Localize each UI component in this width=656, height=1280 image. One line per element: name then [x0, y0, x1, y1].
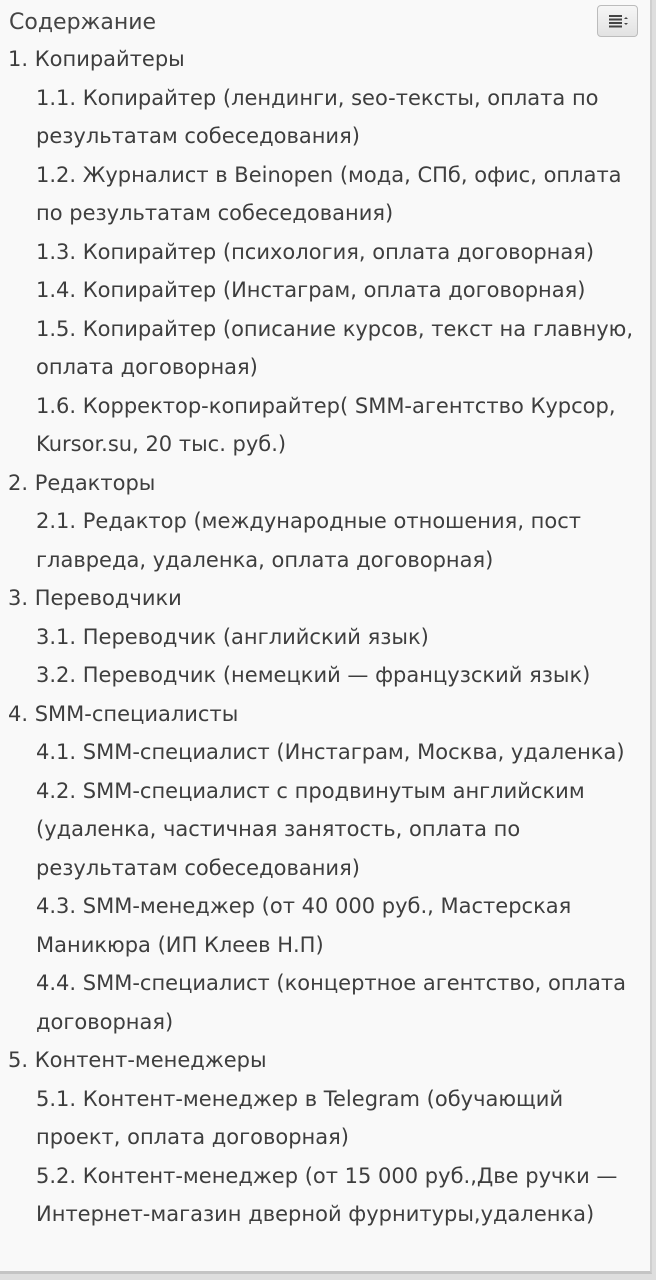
toc-section-link[interactable]: 5. Контент-менеджеры: [8, 1048, 267, 1072]
toc-subsection-link[interactable]: 3.1. Переводчик (английский язык): [36, 624, 429, 649]
toc-subsection-link[interactable]: 5.1. Контент-менеджер в Telegram (обучающий проект, оплата договорная): [36, 1086, 564, 1149]
toc-subsection-link[interactable]: 1.1. Копирайтер (лендинги, seo-тексты, оплата по результатам собеседования): [36, 85, 599, 148]
toc-toggle-button[interactable]: [597, 5, 638, 37]
toc-section-link[interactable]: 2. Редакторы: [8, 470, 156, 495]
toc-subsection-link[interactable]: 4.4. SMM-специалист (концертное агентство, оплата договорная): [36, 971, 626, 1034]
toc-subsection-link[interactable]: 1.3. Копирайтер (психология, оплата договорная): [36, 239, 595, 264]
toc-subsection-link[interactable]: 4.3. SMM-менеджер (от 40 000 руб., Мастерская Маникюра (ИП Клеев Н.П): [36, 894, 572, 957]
toc-section-link[interactable]: 3. Переводчики: [8, 586, 182, 610]
toc-subsection-link[interactable]: 2.1. Редактор (международные отношения, пост главреда, удаленка, оплата договорная): [36, 509, 582, 572]
toc-subsection-link[interactable]: 1.4. Копирайтер (Инстаграм, оплата договорная): [36, 278, 586, 302]
toc-section-link[interactable]: 1. Копирайтеры: [8, 47, 185, 71]
list-toggle-icon: [607, 14, 629, 28]
toc-subsection-link[interactable]: 1.2. Журналист в Beinopen (мода, СПб, офис, оплата по результатам собеседования): [36, 162, 622, 225]
toc-title: Содержание: [9, 10, 157, 35]
toc-subsection-link[interactable]: 3.2. Переводчик (немецкий — французский язык): [36, 663, 591, 687]
toc-subsection-link[interactable]: 5.2. Контент-менеджер (от 15 000 руб.,Две ручки — Интернет-магазин дверной фурнитуры,удаленка): [36, 1163, 618, 1226]
toc-subsection-link[interactable]: 4.2. SMM-специалист с продвинутым английским (удаленка, частичная занятость, оплата по результатам собеседования): [36, 778, 585, 880]
toc-subsection-link[interactable]: 1.5. Копирайтер (описание курсов, текст на главную, оплата договорная): [36, 316, 634, 379]
toc-section-link[interactable]: 4. SMM-специалисты: [8, 701, 239, 726]
toc-list: [0, 40, 650, 1234]
toc-subsection-link[interactable]: 4.1. SMM-специалист (Инстаграм, Москва, удаленка): [36, 740, 625, 764]
toc-subsection-link[interactable]: 1.6. Корректор-копирайтер( SMM-агентство Курсор, Kursor.su, 20 тыс. руб.): [36, 393, 616, 456]
